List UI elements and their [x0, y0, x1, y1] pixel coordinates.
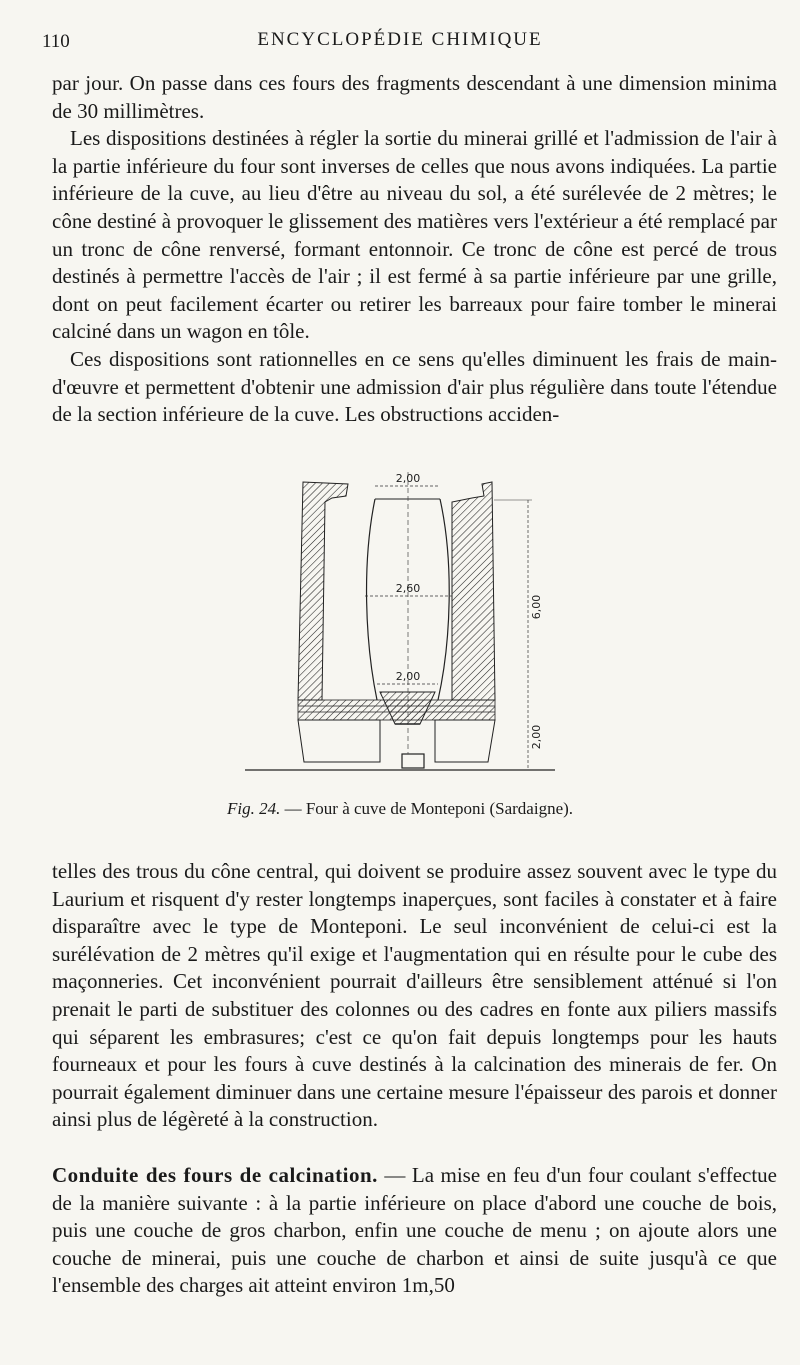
- page-number: 110: [42, 31, 70, 52]
- figure-caption: [0, 799, 800, 819]
- section-heading: Conduite des fours de calcination.: [52, 1162, 378, 1187]
- dim-top-width: 2,00: [395, 472, 421, 485]
- paragraph: Ces dispositions sont rationnelles en ce sens qu'elles diminuent les frais de main-d'œuvre et permettent d'obtenir une admission d'air plus régulière dans toute l'étendue de la section inférieure de la cuve. Les obstructions acciden-: [52, 346, 777, 427]
- section-paragraph: [52, 1162, 777, 1300]
- figure-furnace: [230, 462, 565, 782]
- dim-base-height: 2,00: [530, 724, 543, 750]
- dim-height: 6,00: [530, 594, 543, 620]
- caption-label: Fig. 24.: [226, 799, 281, 818]
- text-block-top: [52, 70, 777, 429]
- paragraph: par jour. On passe dans ces fours des fragments descendant à une dimension minima de 30 millimètres.: [52, 71, 777, 123]
- caption-text: — Four à cuve de Monteponi (Sardaigne).: [284, 799, 574, 818]
- paragraph: telles des trous du cône central, qui doivent se produire assez souvent avec le type du Laurium et risquent d'y rester longtemps inaperçues, sont faciles à constater et à faire disparaître avec le type de Monteponi. Le seul inconvénient de celui-ci est la surélévation de 2 mètres qu'il exige et l'augmentation qui en résulte pour le cube des maçonneries. Cet inconvénient pourrait d'ailleurs être sensiblement atténué si l'on prenait le parti de substituer des colonnes ou des cadres en fonte aux piliers massifs qui séparent les embrasures; c'est ce qu'on fait depuis longtemps pour les hauts fourneaux et pour les fours à cuve destinés à la calcination des minerais de fer. On pourrait également diminuer dans une certaine mesure l'épaisseur des parois et donner ainsi plus de légèreté à la construction.: [52, 859, 777, 1132]
- dim-bottom-width: 2,00: [395, 670, 421, 683]
- paragraph: Les dispositions destinées à régler la sortie du minerai grillé et l'admission de l'air à la partie inférieure du four sont inverses de celles que nous avons indiquées. La partie inférieure de la cuve, au lieu d'être au niveau du sol, a été surélevée de 2 mètres; le cône destiné à provoquer le glissement des matières vers l'extérieur a été remplacé par un tronc de cône renversé, formant entonnoir. Ce tronc de cône est percé de trous destinés à permettre l'accès de l'air ; il est fermé à sa partie inférieure par une grille, dont on peut facilement écarter ou retirer les barreaux pour faire tomber le minerai calciné dans un wagon en tôle.: [52, 126, 777, 344]
- text-block-bottom: [52, 858, 777, 1300]
- furnace-drawing: [230, 462, 565, 782]
- running-head: ENCYCLOPÉDIE CHIMIQUE: [257, 29, 543, 50]
- dim-mid-width: 2,60: [395, 582, 421, 595]
- paragraph: — La mise en feu d'un four coulant s'effectue de la manière suivante : à la partie inférieure on place d'abord une couche de bois, puis une couche de gros charbon, enfin une couche de menu ; on ajoute alors une couche de minerai, puis une couche de charbon et ainsi de suite jusqu'à ce que l'ensemble des charges ait atteint environ 1m,50: [52, 1162, 778, 1298]
